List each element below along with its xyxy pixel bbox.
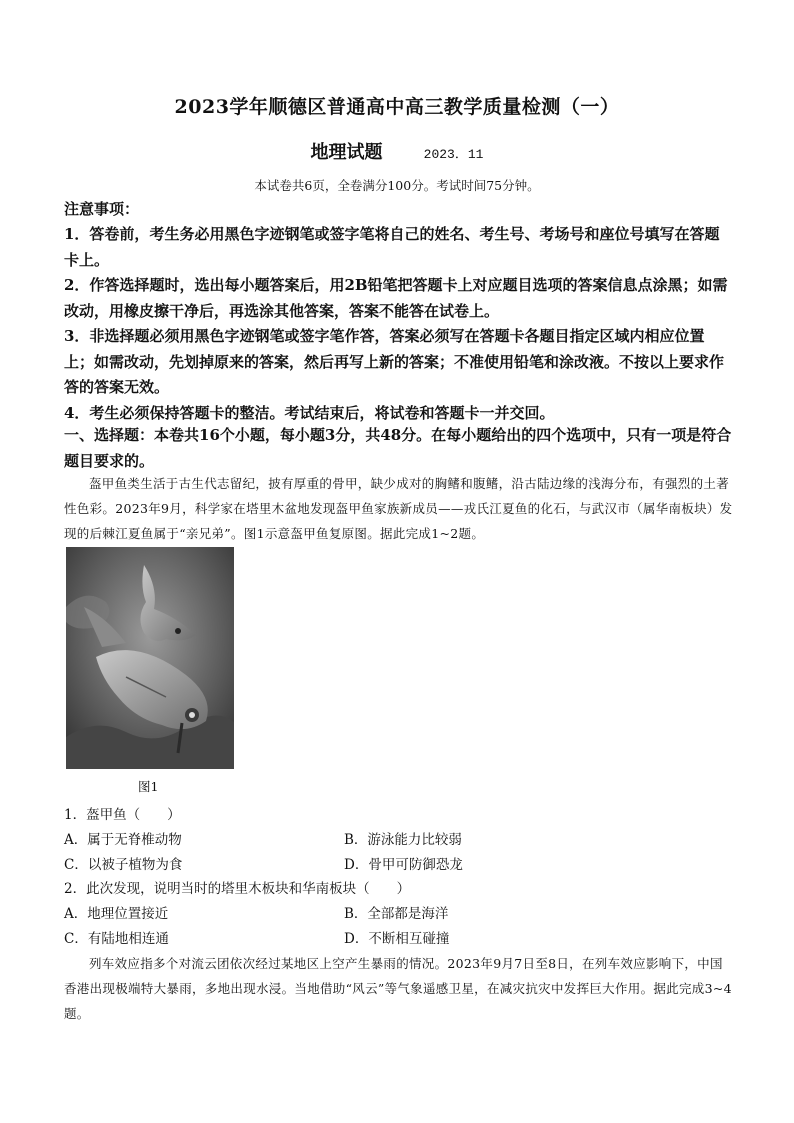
notice-item: 2．作答选择题时，选出每小题答案后，用2B铅笔把答题卡上对应题目选项的答案信息点涂黑；如需改动，用橡皮擦干净后，再选涂其他答案，答案不能答在试卷上。 (64, 276, 728, 320)
question-2-option-d: D．不断相互碰撞 (344, 931, 450, 947)
question-1-option-a: A．属于无脊椎动物 (64, 832, 182, 848)
exam-intro: 本试卷共6页，全卷满分100分。考试时间75分钟。 (254, 178, 540, 193)
exam-title: 2023学年顺德区普通高中高三教学质量检测（一） (174, 96, 620, 118)
notice-item: 4．考生必须保持答题卡的整洁。考试结束后，将试卷和答题卡一并交回。 (64, 403, 555, 422)
fish-reconstruction-image (66, 547, 234, 769)
question-1-option-b: B．游泳能力比较弱 (344, 832, 462, 848)
passage-fish: 盔甲鱼类生活于古生代志留纪，披有厚重的骨甲，缺少成对的胸鳍和腹鳍，沿古陆边缘的浅海分布，有强烈的土著性色彩。2023年9月，科学家在塔里木盆地发现盔甲鱼家族新成员——戎氏江夏鱼的化石，与武汉市（属华南板块）发现的后棘江夏鱼属于“亲兄弟”。图1示意盔甲鱼复原图。据此完成1~2题。 (64, 476, 733, 541)
question-1-option-d: D．骨甲可防御恐龙 (344, 857, 463, 873)
question-2-option-c: C．有陆地相连通 (64, 931, 169, 947)
fish-illustration (66, 547, 234, 769)
question-1-option-c: C．以被子植物为食 (64, 857, 183, 873)
question-2-option-a: A．地理位置接近 (64, 906, 169, 922)
subtitle-row (0, 138, 794, 164)
notice-item: 3．非选择题必须用黑色字迹钢笔或签字笔作答，答案必须写在答题卡各题目指定区域内相应位置上；如需改动，先划掉原来的答案，然后再写上新的答案；不准使用铅笔和涂改液。不按以上要求作答的答案无效。 (64, 327, 725, 396)
notice-list (64, 222, 734, 426)
exam-date: 2023．11 (423, 147, 484, 162)
passage-train-effect: 列车效应指多个对流云团依次经过某地区上空产生暴雨的情况。2023年9月7日至8日，在列车效应影响下，中国香港出现极端特大暴雨，多地出现水浸。当地借助“风云”等气象遥感卫星，在减灾抗灾中发挥巨大作用。据此完成3~4题。 (64, 956, 732, 1021)
notice-item: 1．答卷前，考生务必用黑色字迹钢笔或签字笔将自己的姓名、考生号、考场号和座位号填写在答题卡上。 (64, 225, 720, 269)
question-2-option-b: B．全部都是海洋 (344, 906, 449, 922)
exam-subject: 地理试题 (310, 142, 383, 163)
figure-caption: 图1 (138, 779, 159, 794)
notice-heading: 注意事项： (64, 200, 140, 218)
question-1-stem: 1．盔甲鱼（ ） (64, 807, 181, 823)
section-heading: 一、选择题：本卷共16个小题，每小题3分，共48分。在每小题给出的四个选项中，只有一项是符合题目要求的。 (64, 426, 732, 470)
question-2-stem: 2．此次发现，说明当时的塔里木板块和华南板块（ ） (64, 881, 411, 897)
